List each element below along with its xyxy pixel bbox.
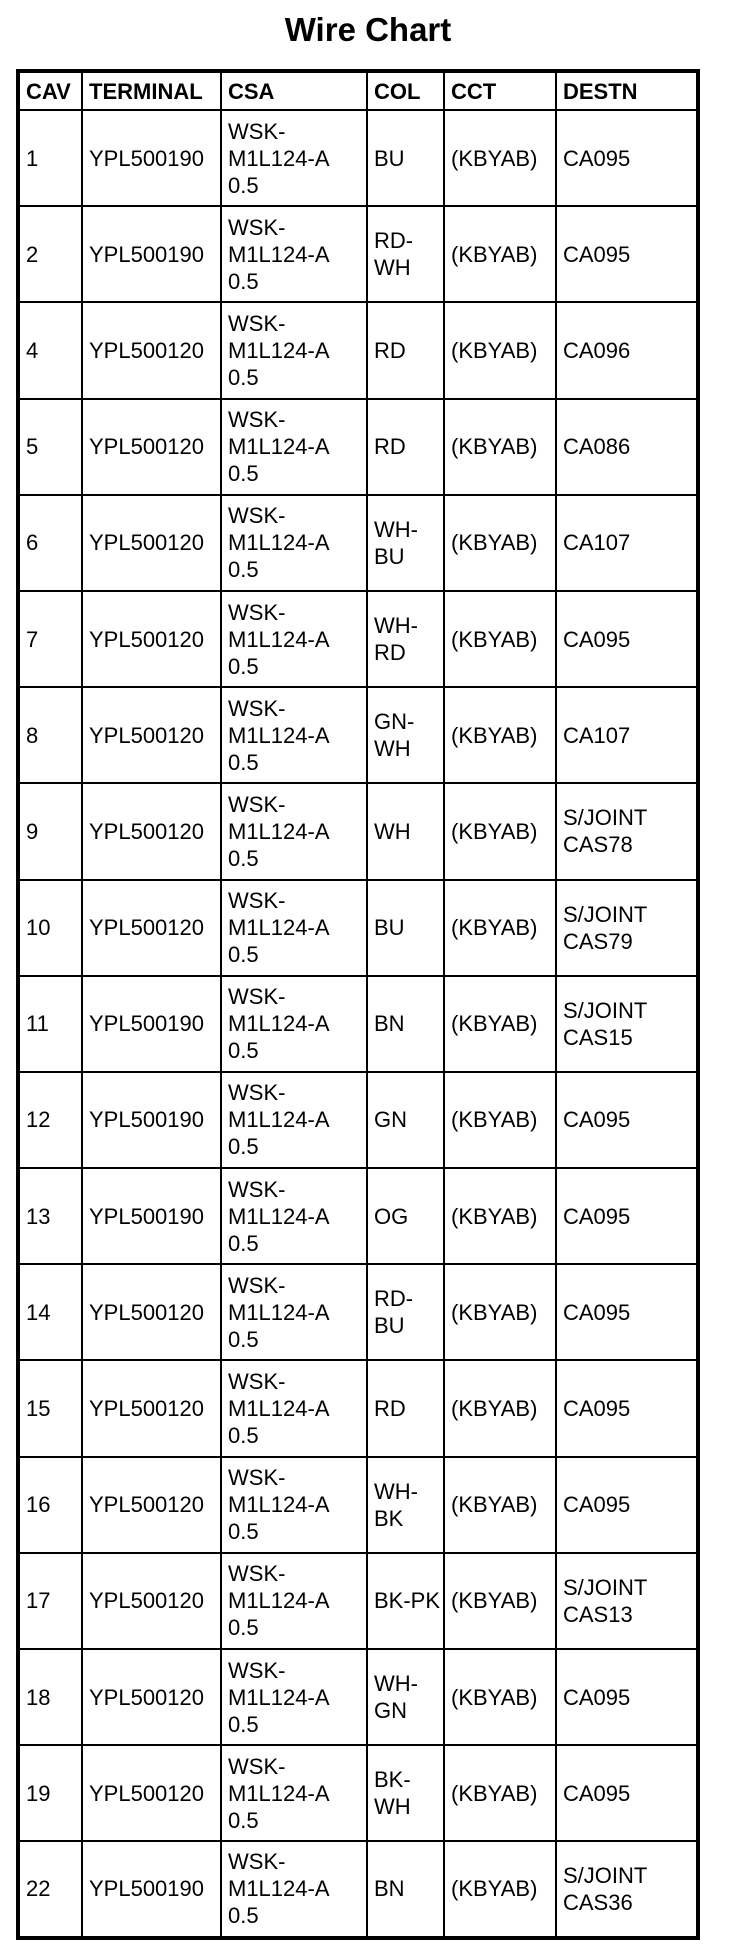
csa-line: WSK- <box>228 888 286 914</box>
cell-terminal: YPL500120 <box>82 783 221 879</box>
cell-csa <box>221 976 367 1072</box>
cell-cct: (KBYAB) <box>444 591 556 687</box>
cell-cct: (KBYAB) <box>444 880 556 976</box>
cell-terminal: YPL500190 <box>82 1168 221 1264</box>
cell-terminal: YPL500120 <box>82 687 221 783</box>
csa-line: WSK- <box>228 1561 286 1587</box>
table-row <box>18 1072 698 1168</box>
csa-line: M1L124-A <box>228 241 330 267</box>
header-terminal: TERMINAL <box>82 71 221 110</box>
csa-line: 0.5 <box>228 1615 259 1641</box>
table-row <box>18 302 698 398</box>
csa-line: WSK- <box>228 1465 286 1491</box>
cell-cav: 18 <box>18 1649 82 1745</box>
table-row <box>18 591 698 687</box>
cell-destn: CA095 <box>556 1457 698 1553</box>
cell-csa <box>221 783 367 879</box>
cell-destn: CA095 <box>556 110 698 206</box>
cell-csa <box>221 1553 367 1649</box>
csa-line: M1L124-A <box>228 1492 330 1518</box>
csa-line: WSK- <box>228 1272 286 1298</box>
csa-line: WSK- <box>228 791 286 817</box>
cell-destn: CA095 <box>556 1745 698 1841</box>
page-title: Wire Chart <box>284 11 452 48</box>
csa-line: M1L124-A <box>228 145 330 171</box>
table-row <box>18 1264 698 1360</box>
cell-cct: (KBYAB) <box>444 1745 556 1841</box>
csa-line: M1L124-A <box>228 337 330 363</box>
cell-terminal: YPL500190 <box>82 110 221 206</box>
cell-terminal: YPL500120 <box>82 1553 221 1649</box>
cell-destn: S/JOINT CAS13 <box>556 1553 698 1649</box>
cell-terminal: YPL500190 <box>82 1841 221 1937</box>
cell-cav: 9 <box>18 783 82 879</box>
csa-line: WSK- <box>228 984 286 1010</box>
cell-col: BK-WH <box>367 1745 444 1841</box>
header-col: COL <box>367 71 444 110</box>
csa-line: 0.5 <box>228 364 259 390</box>
cell-terminal: YPL500190 <box>82 1072 221 1168</box>
cell-destn: S/JOINT CAS79 <box>556 880 698 976</box>
cell-col: RD <box>367 1360 444 1456</box>
csa-line: WSK- <box>228 503 286 529</box>
cell-cav: 19 <box>18 1745 82 1841</box>
cell-cav: 12 <box>18 1072 82 1168</box>
cell-cav: 22 <box>18 1841 82 1937</box>
csa-line: M1L124-A <box>228 915 330 941</box>
csa-line: 0.5 <box>228 1423 259 1449</box>
cell-cav: 8 <box>18 687 82 783</box>
cell-cav: 6 <box>18 495 82 591</box>
csa-line: M1L124-A <box>228 1876 330 1902</box>
table-row <box>18 110 698 206</box>
cell-cct: (KBYAB) <box>444 1264 556 1360</box>
cell-csa <box>221 1649 367 1745</box>
table-row <box>18 1553 698 1649</box>
cell-destn: S/JOINT CAS15 <box>556 976 698 1072</box>
csa-line: WSK- <box>228 695 286 721</box>
csa-line: WSK- <box>228 1657 286 1683</box>
cell-cct: (KBYAB) <box>444 399 556 495</box>
cell-destn: CA095 <box>556 1264 698 1360</box>
cell-cav: 14 <box>18 1264 82 1360</box>
cell-cav: 2 <box>18 206 82 302</box>
cell-csa <box>221 880 367 976</box>
cell-col: BU <box>367 880 444 976</box>
cell-cct: (KBYAB) <box>444 1457 556 1553</box>
cell-csa <box>221 1745 367 1841</box>
cell-col: RD-WH <box>367 206 444 302</box>
cell-terminal: YPL500190 <box>82 206 221 302</box>
cell-csa <box>221 1072 367 1168</box>
table-row <box>18 783 698 879</box>
cell-destn: CA095 <box>556 1649 698 1745</box>
table-row <box>18 687 698 783</box>
cell-col: RD <box>367 302 444 398</box>
csa-line: WSK- <box>228 1080 286 1106</box>
cell-cct: (KBYAB) <box>444 110 556 206</box>
cell-cct: (KBYAB) <box>444 1168 556 1264</box>
csa-line: 0.5 <box>228 845 259 871</box>
csa-line: 0.5 <box>228 1134 259 1160</box>
cell-cct: (KBYAB) <box>444 1649 556 1745</box>
csa-line: WSK- <box>228 214 286 240</box>
cell-col: RD-BU <box>367 1264 444 1360</box>
cell-destn: CA096 <box>556 302 698 398</box>
csa-line: 0.5 <box>228 1807 259 1833</box>
csa-line: WSK- <box>228 310 286 336</box>
cell-col: RD <box>367 399 444 495</box>
cell-terminal: YPL500120 <box>82 399 221 495</box>
cell-cav: 15 <box>18 1360 82 1456</box>
cell-col: GN <box>367 1072 444 1168</box>
csa-line: M1L124-A <box>228 1396 330 1422</box>
cell-cct: (KBYAB) <box>444 687 556 783</box>
cell-cav: 5 <box>18 399 82 495</box>
cell-cct: (KBYAB) <box>444 1072 556 1168</box>
cell-col: BK-PK <box>367 1553 444 1649</box>
csa-line: WSK- <box>228 1369 286 1395</box>
cell-cct: (KBYAB) <box>444 302 556 398</box>
csa-line: M1L124-A <box>228 1588 330 1614</box>
cell-col: GN-WH <box>367 687 444 783</box>
csa-line: M1L124-A <box>228 1107 330 1133</box>
cell-terminal: YPL500120 <box>82 1457 221 1553</box>
table-row <box>18 1841 698 1937</box>
cell-cct: (KBYAB) <box>444 1360 556 1456</box>
csa-line: M1L124-A <box>228 626 330 652</box>
table-row <box>18 1649 698 1745</box>
cell-cav: 13 <box>18 1168 82 1264</box>
header-cav: CAV <box>18 71 82 110</box>
cell-csa <box>221 687 367 783</box>
cell-cav: 4 <box>18 302 82 398</box>
cell-destn: S/JOINT CAS78 <box>556 783 698 879</box>
cell-cav: 16 <box>18 1457 82 1553</box>
cell-col: WH-BU <box>367 495 444 591</box>
cell-terminal: YPL500120 <box>82 880 221 976</box>
cell-csa <box>221 110 367 206</box>
table-row <box>18 495 698 591</box>
cell-destn: CA086 <box>556 399 698 495</box>
table-row <box>18 1745 698 1841</box>
cell-destn: CA095 <box>556 1168 698 1264</box>
cell-terminal: YPL500190 <box>82 976 221 1072</box>
cell-terminal: YPL500120 <box>82 591 221 687</box>
csa-line: M1L124-A <box>228 1780 330 1806</box>
cell-cav: 17 <box>18 1553 82 1649</box>
csa-line: 0.5 <box>228 942 259 968</box>
csa-line: M1L124-A <box>228 1203 330 1229</box>
csa-line: WSK- <box>228 599 286 625</box>
cell-terminal: YPL500120 <box>82 302 221 398</box>
cell-destn: CA107 <box>556 495 698 591</box>
cell-csa <box>221 399 367 495</box>
cell-csa <box>221 1457 367 1553</box>
cell-cct: (KBYAB) <box>444 1841 556 1937</box>
csa-line: 0.5 <box>228 653 259 679</box>
table-row <box>18 399 698 495</box>
csa-line: M1L124-A <box>228 1299 330 1325</box>
cell-cct: (KBYAB) <box>444 495 556 591</box>
table-row <box>18 1457 698 1553</box>
cell-destn: CA095 <box>556 1360 698 1456</box>
csa-line: WSK- <box>228 1753 286 1779</box>
csa-line: WSK- <box>228 1176 286 1202</box>
csa-line: 0.5 <box>228 749 259 775</box>
cell-cav: 7 <box>18 591 82 687</box>
cell-cav: 1 <box>18 110 82 206</box>
cell-terminal: YPL500120 <box>82 1745 221 1841</box>
csa-line: M1L124-A <box>228 1684 330 1710</box>
cell-destn: CA107 <box>556 687 698 783</box>
cell-csa <box>221 206 367 302</box>
csa-line: 0.5 <box>228 1519 259 1545</box>
table-row <box>18 1360 698 1456</box>
cell-destn: CA095 <box>556 1072 698 1168</box>
cell-terminal: YPL500120 <box>82 1649 221 1745</box>
cell-csa <box>221 1168 367 1264</box>
csa-line: 0.5 <box>228 461 259 487</box>
csa-line: 0.5 <box>228 1230 259 1256</box>
cell-col: BU <box>367 110 444 206</box>
cell-terminal: YPL500120 <box>82 495 221 591</box>
cell-cct: (KBYAB) <box>444 206 556 302</box>
csa-line: M1L124-A <box>228 530 330 556</box>
csa-line: 0.5 <box>228 1711 259 1737</box>
csa-line: WSK- <box>228 1849 286 1875</box>
csa-line: M1L124-A <box>228 818 330 844</box>
cell-col: OG <box>367 1168 444 1264</box>
cell-destn: CA095 <box>556 206 698 302</box>
csa-line: M1L124-A <box>228 722 330 748</box>
csa-line: 0.5 <box>228 172 259 198</box>
cell-col: WH-BK <box>367 1457 444 1553</box>
csa-line: 0.5 <box>228 268 259 294</box>
csa-line: 0.5 <box>228 1038 259 1064</box>
csa-line: WSK- <box>228 118 286 144</box>
cell-col: WH <box>367 783 444 879</box>
cell-cct: (KBYAB) <box>444 976 556 1072</box>
cell-csa <box>221 302 367 398</box>
header-cct: CCT <box>444 71 556 110</box>
table-row <box>18 880 698 976</box>
table-row <box>18 976 698 1072</box>
cell-terminal: YPL500120 <box>82 1264 221 1360</box>
cell-csa <box>221 495 367 591</box>
csa-line: M1L124-A <box>228 434 330 460</box>
cell-cct: (KBYAB) <box>444 783 556 879</box>
cell-destn: CA095 <box>556 591 698 687</box>
table-header-row <box>18 71 698 110</box>
cell-col: WH-RD <box>367 591 444 687</box>
csa-line: 0.5 <box>228 1903 259 1929</box>
cell-destn: S/JOINT CAS36 <box>556 1841 698 1937</box>
cell-cct: (KBYAB) <box>444 1553 556 1649</box>
cell-col: BN <box>367 976 444 1072</box>
cell-csa <box>221 1841 367 1937</box>
csa-line: M1L124-A <box>228 1011 330 1037</box>
wire-chart-table <box>16 69 700 1940</box>
cell-col: WH-GN <box>367 1649 444 1745</box>
cell-csa <box>221 591 367 687</box>
csa-line: WSK- <box>228 407 286 433</box>
cell-csa <box>221 1360 367 1456</box>
table-body <box>18 110 698 1938</box>
cell-csa <box>221 1264 367 1360</box>
csa-line: 0.5 <box>228 1326 259 1352</box>
csa-line: 0.5 <box>228 557 259 583</box>
cell-cav: 11 <box>18 976 82 1072</box>
table-row <box>18 206 698 302</box>
cell-terminal: YPL500120 <box>82 1360 221 1456</box>
table-row <box>18 1168 698 1264</box>
header-destn: DESTN <box>556 71 698 110</box>
cell-cav: 10 <box>18 880 82 976</box>
cell-col: BN <box>367 1841 444 1937</box>
header-csa: CSA <box>221 71 367 110</box>
